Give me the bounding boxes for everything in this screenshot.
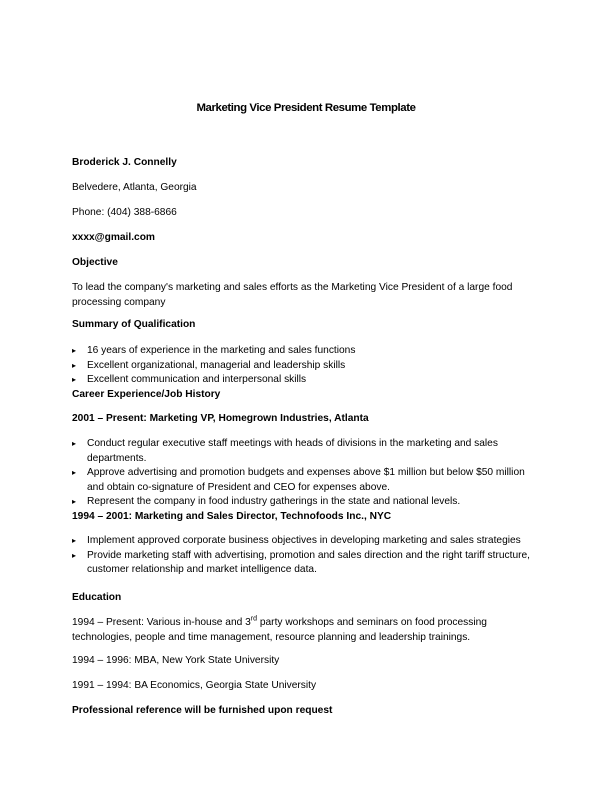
candidate-address: Belvedere, Atlanta, Georgia bbox=[72, 182, 197, 193]
bullet-icon: ▸ bbox=[72, 536, 77, 545]
list-item-text: Conduct regular executive staff meetings with heads of divisions in the marketing and sales departments. bbox=[87, 438, 498, 464]
objective-heading: Objective bbox=[72, 257, 118, 268]
candidate-phone: Phone: (404) 388-6866 bbox=[72, 207, 177, 218]
education-entry-text: 1994 – Present: Various in-house and 3 bbox=[72, 617, 251, 628]
candidate-email: xxxx@gmail.com bbox=[72, 232, 155, 243]
list-item-text: 16 years of experience in the marketing and sales functions bbox=[87, 345, 356, 356]
summary-list bbox=[72, 344, 542, 388]
list-item bbox=[72, 466, 542, 495]
list-item-text: Represent the company in food industry gatherings in the state and national levels. bbox=[87, 496, 461, 507]
candidate-name: Broderick J. Connelly bbox=[72, 157, 177, 168]
list-item bbox=[72, 437, 542, 466]
list-item bbox=[72, 373, 542, 388]
list-item bbox=[72, 549, 542, 578]
list-item bbox=[72, 495, 542, 510]
list-item-text: Approve advertising and promotion budgets and expenses above $1 million but below $50 million and obtain co-signature of President and CEO for expenses above. bbox=[87, 467, 525, 493]
document-title: Marketing Vice President Resume Template bbox=[196, 102, 416, 114]
bullet-icon: ▸ bbox=[72, 497, 77, 506]
list-item-text: Excellent organizational, managerial and leadership skills bbox=[87, 359, 346, 371]
objective-text: To lead the company's marketing and sales efforts as the Marketing Vice President of a large food processing company bbox=[72, 282, 513, 308]
ordinal-suffix: rd bbox=[250, 615, 258, 623]
education-entry: 1991 – 1994: BA Economics, Georgia State University bbox=[72, 680, 317, 691]
job-duties-list bbox=[72, 437, 542, 510]
education-entry-text: party workshops and seminars on food processing technologies, people and time management, resource planning and leadership trainings. bbox=[72, 617, 487, 643]
education-entry bbox=[72, 616, 542, 645]
list-item bbox=[72, 534, 542, 549]
job-title: 2001 – Present: Marketing VP, Homegrown Industries, Atlanta bbox=[72, 413, 369, 424]
education-heading: Education bbox=[72, 592, 122, 603]
bullet-icon: ▸ bbox=[72, 375, 77, 384]
job-duties-list bbox=[72, 534, 542, 578]
job-title: 1994 – 2001: Marketing and Sales Director, Technofoods Inc., NYC bbox=[72, 511, 392, 522]
bullet-icon: ▸ bbox=[72, 346, 77, 355]
list-item-text: Provide marketing staff with advertising, promotion and sales direction and the right tariff structure, customer relationship and market intelligence data. bbox=[87, 549, 531, 575]
list-item bbox=[72, 344, 542, 359]
list-item-text: Excellent communication and interpersonal skills bbox=[87, 374, 307, 385]
education-entry: 1994 – 1996: MBA, New York State University bbox=[72, 655, 280, 666]
summary-heading: Summary of Qualification bbox=[72, 319, 196, 330]
bullet-icon: ▸ bbox=[72, 360, 77, 370]
reference-note: Professional reference will be furnished upon request bbox=[72, 705, 333, 716]
bullet-icon: ▸ bbox=[72, 550, 77, 560]
bullet-icon: ▸ bbox=[72, 468, 77, 477]
list-item-text: Implement approved corporate business objectives in developing marketing and sales strategies bbox=[87, 535, 521, 546]
list-item bbox=[72, 359, 542, 374]
career-heading: Career Experience/Job History bbox=[72, 389, 221, 400]
bullet-icon: ▸ bbox=[72, 439, 77, 448]
